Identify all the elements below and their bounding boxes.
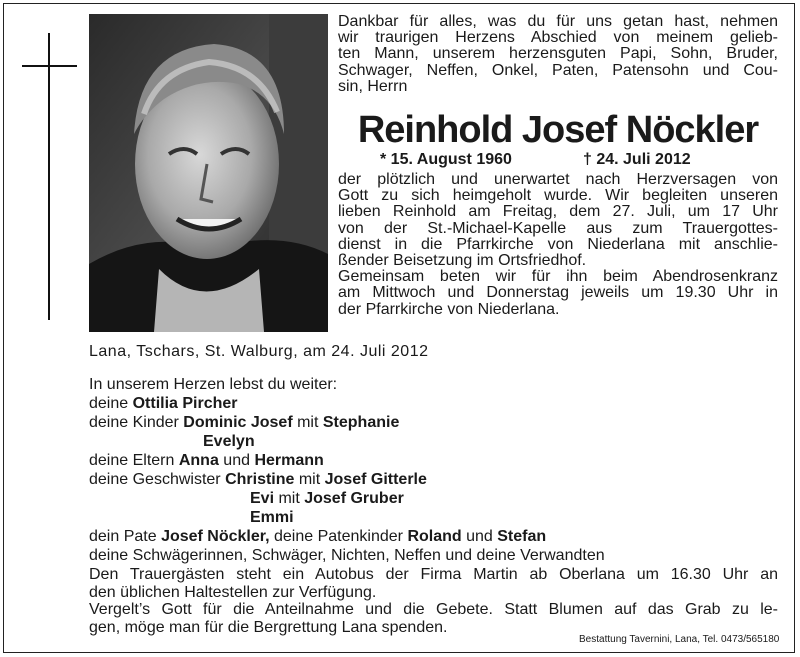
mourner-parents bbox=[89, 451, 605, 470]
label: deine Patenkinder bbox=[269, 528, 408, 545]
notice-line: den üblichen Haltestellen zur Verfügung. bbox=[89, 583, 377, 601]
label: mit bbox=[292, 414, 323, 431]
mourner-name: Hermann bbox=[254, 452, 324, 469]
intro-line: sin, Herrn bbox=[338, 77, 408, 95]
body-line: lieben Reinhold am Freitag, dem 27. Juli, um 17 Uhr bbox=[338, 203, 778, 221]
mourner-name: Evelyn bbox=[203, 433, 255, 450]
label: deine Eltern bbox=[89, 452, 179, 469]
mourners-intro: In unserem Herzen lebst du weiter: bbox=[89, 376, 338, 393]
mourner-relatives: deine Schwägerinnen, Schwäger, Nichten, Neffen und deine Verwandten bbox=[89, 547, 605, 564]
body-line: ßender Beisetzung im Ortsfriedhof. bbox=[338, 252, 587, 270]
mourner-name: Josef Gitterle bbox=[324, 471, 427, 488]
service-paragraph bbox=[338, 172, 778, 318]
mourner-sibling bbox=[89, 508, 605, 527]
notice-line: Vergelt’s Gott für die Anteilnahme und die Gebete. Statt Blumen auf das Grab zu le- bbox=[89, 601, 778, 618]
intro-line: ten Mann, unserem herzensguten Papi, Sohn, Bruder, bbox=[338, 45, 778, 63]
label: und bbox=[218, 452, 255, 469]
mourner-name: Emmi bbox=[250, 509, 294, 526]
body-line: Gott zu sich heimgeholt wurde. Wir begleiten unseren bbox=[338, 187, 778, 205]
mourner-name: Christine bbox=[225, 471, 295, 488]
label: deine Geschwister bbox=[89, 471, 226, 488]
mourner-name: Dominic Josef bbox=[183, 414, 293, 431]
mourner-name: Stephanie bbox=[322, 414, 400, 431]
intro-line: Dankbar für alles, was du für uns getan hast, nehmen bbox=[338, 13, 778, 30]
body-line: der plötzlich und unerwartet nach Herzversagen von bbox=[338, 171, 778, 188]
mourner-wife bbox=[89, 394, 605, 413]
body-line: dienst in die Pfarrkirche von Niederlana mit anschlie- bbox=[338, 235, 778, 253]
undertaker-credit: Bestattung Tavernini, Lana, Tel. 0473/565180 bbox=[579, 634, 780, 645]
label: deine Kinder bbox=[89, 414, 184, 431]
deceased-name: Reinhold Josef Nöckler bbox=[357, 109, 759, 151]
portrait-photo bbox=[89, 14, 328, 332]
mourner-sibling bbox=[89, 489, 605, 508]
mourners-list bbox=[89, 375, 605, 565]
body-line: am Mittwoch und Donnerstag jeweils um 19.30 Uhr in bbox=[338, 284, 778, 302]
intro-line: Schwager, Neffen, Onkel, Paten, Patensohn und Cou- bbox=[338, 61, 778, 79]
mourner-godparents bbox=[89, 527, 605, 546]
mourner-name: Ottilia Pircher bbox=[132, 395, 238, 412]
mourner-name: Josef Nöckler, bbox=[161, 528, 270, 545]
intro-paragraph bbox=[338, 14, 778, 95]
mourner-name: Stefan bbox=[497, 528, 547, 545]
notice-line: gen, möge man für die Bergrettung Lana spenden. bbox=[89, 618, 448, 636]
body-line: der Pfarrkirche von Niederlana. bbox=[338, 300, 560, 318]
cross-icon-bar bbox=[22, 65, 77, 67]
label: und bbox=[461, 528, 498, 545]
death-date: † 24. Juli 2012 bbox=[583, 151, 691, 168]
mourner-name: Roland bbox=[407, 528, 462, 545]
mourner-name: Anna bbox=[178, 452, 219, 469]
intro-line: wir traurigen Herzens Abschied von meinem gelieb- bbox=[338, 29, 778, 47]
body-line: Gemeinsam beten wir für ihn beim Abendrosenkranz bbox=[338, 268, 778, 286]
place-date: Lana, Tschars, St. Walburg, am 24. Juli 2012 bbox=[89, 343, 429, 360]
mourner-child bbox=[89, 432, 605, 451]
mourner-name: Evi bbox=[250, 490, 275, 507]
label: mit bbox=[274, 490, 305, 507]
notice-line: Den Trauergästen steht ein Autobus der Firma Martin ab Oberlana um 16.30 Uhr an bbox=[89, 566, 778, 583]
label: mit bbox=[294, 471, 325, 488]
notice-paragraph bbox=[89, 566, 778, 636]
cross-icon bbox=[48, 33, 50, 320]
birth-date: * 15. August 1960 bbox=[380, 151, 512, 168]
label: deine bbox=[89, 395, 133, 412]
label: dein Pate bbox=[89, 528, 162, 545]
mourner-siblings bbox=[89, 470, 605, 489]
mourner-name: Josef Gruber bbox=[304, 490, 404, 507]
mourner-children bbox=[89, 413, 605, 432]
body-line: von der St.-Michael-Kapelle aus zum Trauergottes- bbox=[338, 219, 778, 237]
